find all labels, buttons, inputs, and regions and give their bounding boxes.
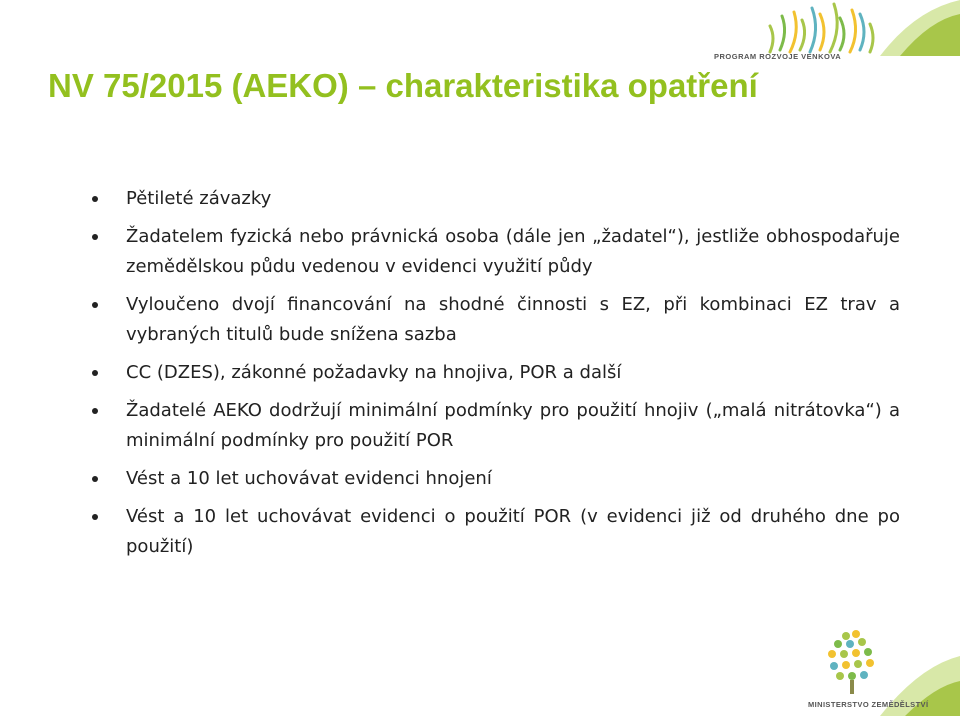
bullet-dot-icon xyxy=(92,408,98,414)
tree-leaves-icon xyxy=(710,0,960,56)
bullet-item xyxy=(88,396,900,456)
slide-title: NV 75/2015 (AEKO) – charakteristika opatření xyxy=(48,67,758,104)
bullet-text: Vést a 10 let uchovávat evidenci hnojení xyxy=(126,468,492,489)
bullet-item xyxy=(88,502,900,562)
bullet-text: Žadatelem fyzická nebo právnická osoba (dále jen „žadatel“), jestliže obhospodařuje zemědělskou půdu vedenou v evidenci využití půdy xyxy=(126,226,900,277)
bullet-text: Vyloučeno dvojí financování na shodné činnosti s EZ, při kombinaci EZ trav a vybraných titulů bude snížena sazba xyxy=(126,294,900,345)
bullet-item xyxy=(88,290,900,350)
bullet-dot-icon xyxy=(92,302,98,308)
bullet-item xyxy=(88,358,900,388)
bullet-dot-icon xyxy=(92,370,98,376)
bullet-item xyxy=(88,184,900,214)
bullet-text: Vést a 10 let uchovávat evidenci o použití POR (v evidenci již od druhého dne po použití) xyxy=(126,506,900,557)
bullet-item xyxy=(88,222,900,282)
bullet-dot-icon xyxy=(92,196,98,202)
bullet-item xyxy=(88,464,900,494)
bullet-dot-icon xyxy=(92,514,98,520)
bullet-dot-icon xyxy=(92,234,98,240)
bullet-text: Žadatelé AEKO dodržují minimální podmínky pro použití hnojiv („malá nitrátovka“) a minimální podmínky pro použití POR xyxy=(126,400,900,451)
bullet-dot-icon xyxy=(92,476,98,482)
program-rozvoje-venkova-label: PROGRAM ROZVOJE VENKOVA xyxy=(714,52,842,61)
ministerstvo-zemedelstvi-logo xyxy=(760,626,960,716)
ministerstvo-zemedelstvi-label: MINISTERSTVO ZEMĚDĚLSTVÍ xyxy=(808,700,929,709)
bullet-list xyxy=(88,184,900,570)
bullet-text: Pětileté závazky xyxy=(126,188,272,209)
bullet-text: CC (DZES), zákonné požadavky na hnojiva, POR a další xyxy=(126,362,622,383)
